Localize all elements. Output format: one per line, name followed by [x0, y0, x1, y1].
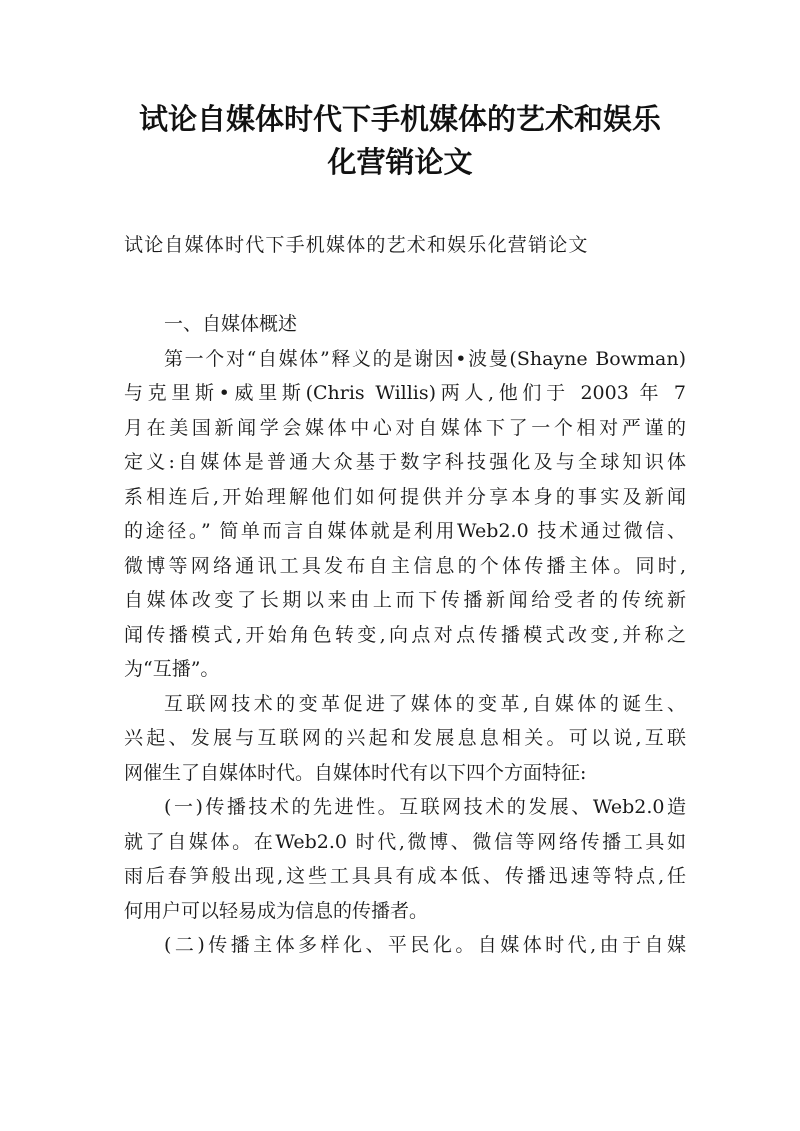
title-line-2: 化营销论文: [327, 145, 473, 179]
title-line-1: 试论自媒体时代下手机媒体的艺术和娱乐: [138, 102, 661, 136]
paragraph-line: 第一个对“自媒体”释义的是谢因•波曼(Shayne Bowman): [164, 347, 686, 370]
paragraph-line: (二)传播主体多样化、平民化。自媒体时代,由于自媒: [164, 934, 686, 956]
paragraph-line: 何用户可以轻易成为信息的传播者。: [124, 899, 429, 922]
document-subtitle: 试论自媒体时代下手机媒体的艺术和娱乐化营销论文: [124, 234, 589, 256]
paragraph-line: 互联网技术的变革促进了媒体的变革,自媒体的诞生、: [164, 692, 686, 715]
paragraph-line: 与克里斯•威里斯(Chris Willis)两人,他们于 2003 年 7: [124, 382, 686, 404]
document-body: [124, 307, 686, 963]
paragraph-line: 的途径。” 简单而言自媒体就是利用Web2.0 技术通过微信、: [124, 520, 686, 542]
paragraph-line: (一)传播技术的先进性。互联网技术的发展、Web2.0造: [164, 796, 686, 818]
paragraph-line: 系相连后,开始理解他们如何提供并分享本身的事实及新闻: [124, 485, 686, 508]
paragraph-line: 网催生了自媒体时代。自媒体时代有以下四个方面特征:: [124, 761, 587, 784]
paragraph-line: 就了自媒体。在Web2.0 时代,微博、微信等网络传播工具如: [124, 830, 686, 853]
paragraph-line: 微博等网络通讯工具发布自主信息的个体传播主体。同时,: [124, 554, 686, 577]
document-title: [100, 98, 700, 184]
paragraph-line: 闻传播模式,开始角色转变,向点对点传播模式改变,并称之: [124, 623, 686, 646]
paragraph-line: 为“互播”。: [124, 658, 220, 680]
paragraph-line: 自媒体改变了长期以来由上而下传播新闻给受者的传统新: [124, 589, 686, 611]
paragraph-line: 月在美国新闻学会媒体中心对自媒体下了一个相对严谨的: [124, 416, 686, 439]
paragraph-line: 兴起、发展与互联网的兴起和发展息息相关。可以说,互联: [124, 727, 686, 749]
paragraph-line: 雨后春笋般出现,这些工具具有成本低、传播迅速等特点,任: [124, 865, 686, 887]
section-heading: 一、自媒体概述: [164, 313, 298, 335]
paragraph-line: 定义:自媒体是普通大众基于数字科技强化及与全球知识体: [124, 451, 686, 473]
